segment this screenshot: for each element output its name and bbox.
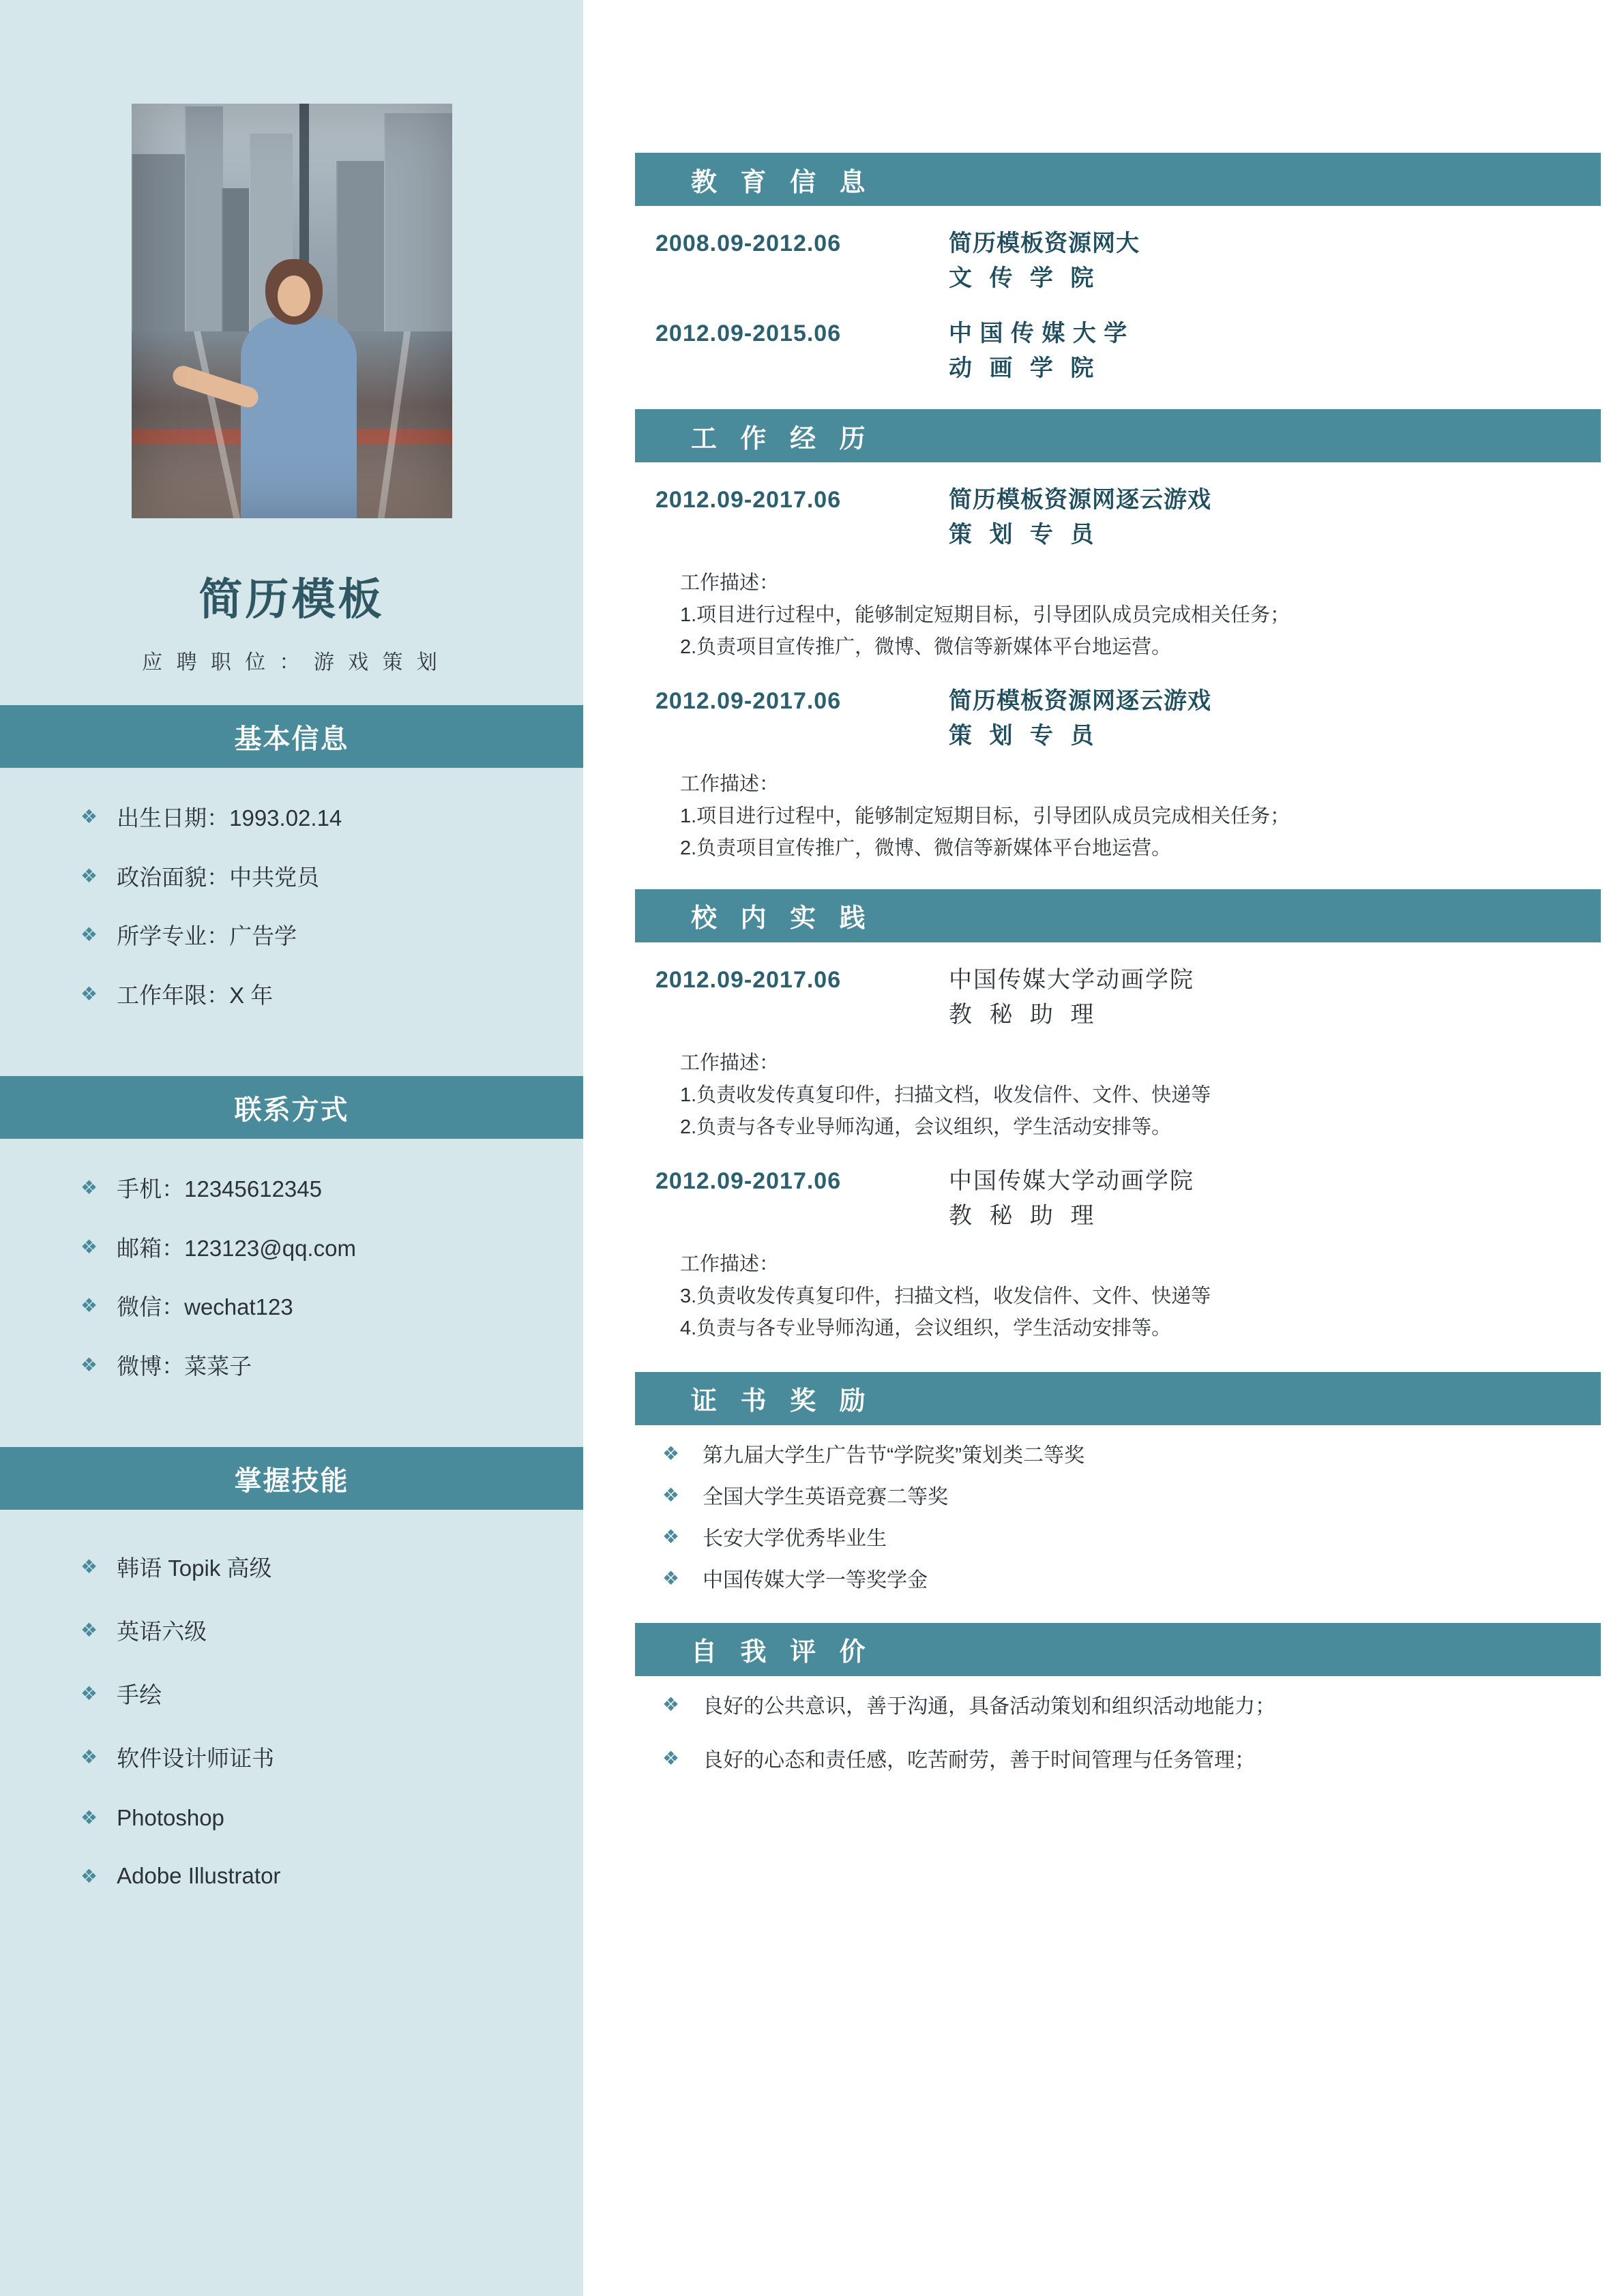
entry-title-line1: 简历模板资源网逐云游戏 <box>949 487 1211 513</box>
list-item-label: 工作年限：X 年 <box>117 982 274 1008</box>
diamond-bullet-icon: ❖ <box>80 1295 98 1317</box>
skills-list <box>0 1510 583 1889</box>
entry-description <box>655 1047 1583 1144</box>
diamond-bullet-icon: ❖ <box>662 1693 680 1715</box>
entry-title-line2: 文 传 学 院 <box>949 265 1099 291</box>
campus-entry <box>583 1164 1624 1345</box>
certificates-list <box>583 1425 1624 1596</box>
entry-header <box>655 226 1583 296</box>
description-line: 1.负责收发传真复印件，扫描文档，收发信件、文件、快递等 <box>680 1084 1211 1106</box>
education-entry <box>583 316 1624 386</box>
diamond-bullet-icon: ❖ <box>80 983 98 1004</box>
list-item-label: Photoshop <box>117 1804 224 1830</box>
list-item-label: 手机：12345612345 <box>117 1176 322 1202</box>
list-item-label: 微博：菜菜子 <box>117 1353 252 1379</box>
list-item <box>662 1691 1563 1722</box>
entry-description <box>655 1249 1583 1345</box>
entry-title-line1: 中国传媒大学动画学院 <box>949 966 1194 993</box>
section-header-education: 教 育 信 息 <box>635 153 1601 206</box>
description-line: 2.负责与各专业导师沟通，会议组织，学生活动安排等。 <box>680 1116 1172 1138</box>
list-item-label: 良好的心态和责任感，吃苦耐劳，善于时间管理与任务管理； <box>703 1748 1256 1772</box>
description-line: 3.负责收发传真复印件，扫描文档，收发信件、文件、快递等 <box>680 1285 1211 1307</box>
entry-header <box>655 483 1583 552</box>
diamond-bullet-icon: ❖ <box>80 1620 98 1641</box>
list-item <box>80 981 583 1011</box>
photo-vignette <box>132 104 452 518</box>
description-line: 1.项目进行过程中，能够制定短期目标，引导团队成员完成相关任务； <box>680 603 1290 626</box>
list-item-label: 第九届大学生广告节“学院奖”策划类二等奖 <box>703 1444 1085 1467</box>
main-content <box>583 0 1624 2296</box>
contact-list <box>0 1139 583 1417</box>
section-header-work: 工 作 经 历 <box>635 409 1601 462</box>
diamond-bullet-icon: ❖ <box>80 1556 98 1578</box>
diamond-bullet-icon: ❖ <box>80 1177 98 1199</box>
list-item <box>80 1863 583 1890</box>
section-header-basic-info: 基本信息 <box>0 705 583 768</box>
candidate-name: 简历模板 <box>198 575 385 624</box>
entry-date: 2012.09-2017.06 <box>655 487 842 513</box>
diamond-bullet-icon: ❖ <box>80 1807 98 1829</box>
list-item <box>80 1234 583 1264</box>
diamond-bullet-icon: ❖ <box>662 1525 680 1547</box>
entry-title-line1: 简历模板资源网大 <box>949 230 1140 256</box>
description-line: 2.负责项目宣传推广，微博、微信等新媒体平台地运营。 <box>680 636 1172 658</box>
entry-title <box>949 226 1140 296</box>
list-item-label: 长安大学优秀毕业生 <box>703 1527 887 1550</box>
list-item <box>662 1565 1563 1596</box>
list-item-label: 政治面貌：中共党员 <box>117 864 320 890</box>
list-item <box>662 1523 1563 1554</box>
description-label: 工作描述： <box>680 773 780 795</box>
section-header-certificates: 证 书 奖 励 <box>635 1372 1601 1425</box>
entry-header <box>655 1164 1583 1234</box>
description-label: 工作描述： <box>680 1253 780 1275</box>
entry-description <box>655 769 1583 865</box>
list-item <box>662 1440 1563 1471</box>
list-item-label: 手绘 <box>117 1682 162 1708</box>
list-item <box>80 863 583 893</box>
list-item-label: 出生日期：1993.02.14 <box>117 805 342 831</box>
entry-title-line2: 动 画 学 院 <box>949 355 1099 381</box>
campus-entry <box>583 963 1624 1144</box>
list-item <box>80 803 583 834</box>
description-label: 工作描述： <box>680 572 780 594</box>
diamond-bullet-icon: ❖ <box>80 924 98 946</box>
entry-title <box>949 483 1211 552</box>
entry-description <box>655 567 1583 664</box>
basic-info-list <box>0 768 583 1046</box>
work-entry <box>583 483 1624 664</box>
description-label: 工作描述： <box>680 1052 780 1074</box>
list-item-label: 韩语 Topik 高级 <box>117 1555 272 1581</box>
profile-photo-image <box>132 104 452 518</box>
description-line: 1.项目进行过程中，能够制定短期目标，引导团队成员完成相关任务； <box>680 805 1290 827</box>
diamond-bullet-icon: ❖ <box>662 1442 680 1464</box>
entry-title-line2: 策 划 专 员 <box>949 522 1099 548</box>
list-item <box>80 1174 583 1205</box>
diamond-bullet-icon: ❖ <box>80 865 98 886</box>
entry-date: 2012.09-2017.06 <box>655 1167 842 1194</box>
list-item-label: Adobe Illustrator <box>117 1863 281 1889</box>
diamond-bullet-icon: ❖ <box>80 1746 98 1768</box>
entry-title-line1: 中 国 传 媒 大 学 <box>949 320 1128 346</box>
entry-title <box>949 963 1194 1032</box>
diamond-bullet-icon: ❖ <box>80 806 98 827</box>
section-header-contact: 联系方式 <box>0 1076 583 1139</box>
section-header-campus: 校 内 实 践 <box>635 889 1601 942</box>
entry-title-line1: 简历模板资源网逐云游戏 <box>949 687 1211 714</box>
diamond-bullet-icon: ❖ <box>662 1484 680 1506</box>
entry-title-line2: 策 划 专 员 <box>949 722 1099 749</box>
list-item <box>80 1741 583 1773</box>
section-header-skills: 掌握技能 <box>0 1447 583 1510</box>
entry-date: 2012.09-2017.06 <box>655 966 842 993</box>
education-entry <box>583 226 1624 296</box>
list-item-label: 中国传媒大学一等奖学金 <box>703 1568 928 1592</box>
list-item-label: 邮箱：123123@qq.com <box>117 1235 356 1261</box>
diamond-bullet-icon: ❖ <box>80 1236 98 1257</box>
diamond-bullet-icon: ❖ <box>80 1865 98 1887</box>
list-item <box>80 1804 583 1831</box>
entry-date: 2012.09-2017.06 <box>655 687 842 714</box>
section-header-self-evaluation: 自 我 评 价 <box>635 1623 1601 1676</box>
left-sidebar <box>0 0 583 2296</box>
list-item <box>80 1352 583 1382</box>
entry-title <box>949 1164 1194 1234</box>
entry-date: 2008.09-2012.06 <box>655 230 842 256</box>
entry-title-line2: 教 秘 助 理 <box>949 1001 1099 1028</box>
entry-title <box>949 316 1127 386</box>
description-line: 4.负责与各专业导师沟通，会议组织，学生活动安排等。 <box>680 1317 1172 1339</box>
diamond-bullet-icon: ❖ <box>662 1567 680 1589</box>
list-item <box>80 1614 583 1646</box>
list-item <box>80 1678 583 1710</box>
entry-title-line1: 中国传媒大学动画学院 <box>949 1167 1194 1194</box>
list-item-label: 所学专业：广告学 <box>117 923 297 949</box>
description-line: 2.负责项目宣传推广，微博、微信等新媒体平台地运营。 <box>680 837 1172 859</box>
entry-title-line2: 教 秘 助 理 <box>949 1202 1099 1229</box>
list-item-label: 全国大学生英语竞赛二等奖 <box>703 1485 949 1508</box>
list-item <box>80 1551 583 1583</box>
list-item <box>80 921 583 952</box>
list-item-label: 良好的公共意识，善于沟通，具备活动策划和组织活动地能力； <box>703 1695 1276 1718</box>
entry-title <box>949 684 1211 754</box>
profile-photo <box>132 104 452 518</box>
entry-header <box>655 684 1583 754</box>
list-item <box>662 1482 1563 1512</box>
diamond-bullet-icon: ❖ <box>80 1354 98 1375</box>
self-evaluation-list <box>583 1676 1624 1776</box>
work-entry <box>583 684 1624 865</box>
entry-date: 2012.09-2015.06 <box>655 320 842 346</box>
list-item <box>662 1745 1563 1776</box>
target-position: 应 聘 职 位 ： 游 戏 策 划 <box>142 651 441 674</box>
diamond-bullet-icon: ❖ <box>662 1747 680 1769</box>
entry-header <box>655 316 1583 386</box>
list-item-label: 软件设计师证书 <box>117 1746 275 1772</box>
list-item-label: 微信：wechat123 <box>117 1294 293 1320</box>
list-item-label: 英语六级 <box>117 1619 207 1645</box>
diamond-bullet-icon: ❖ <box>80 1683 98 1705</box>
list-item <box>80 1292 583 1323</box>
entry-header <box>655 963 1583 1032</box>
